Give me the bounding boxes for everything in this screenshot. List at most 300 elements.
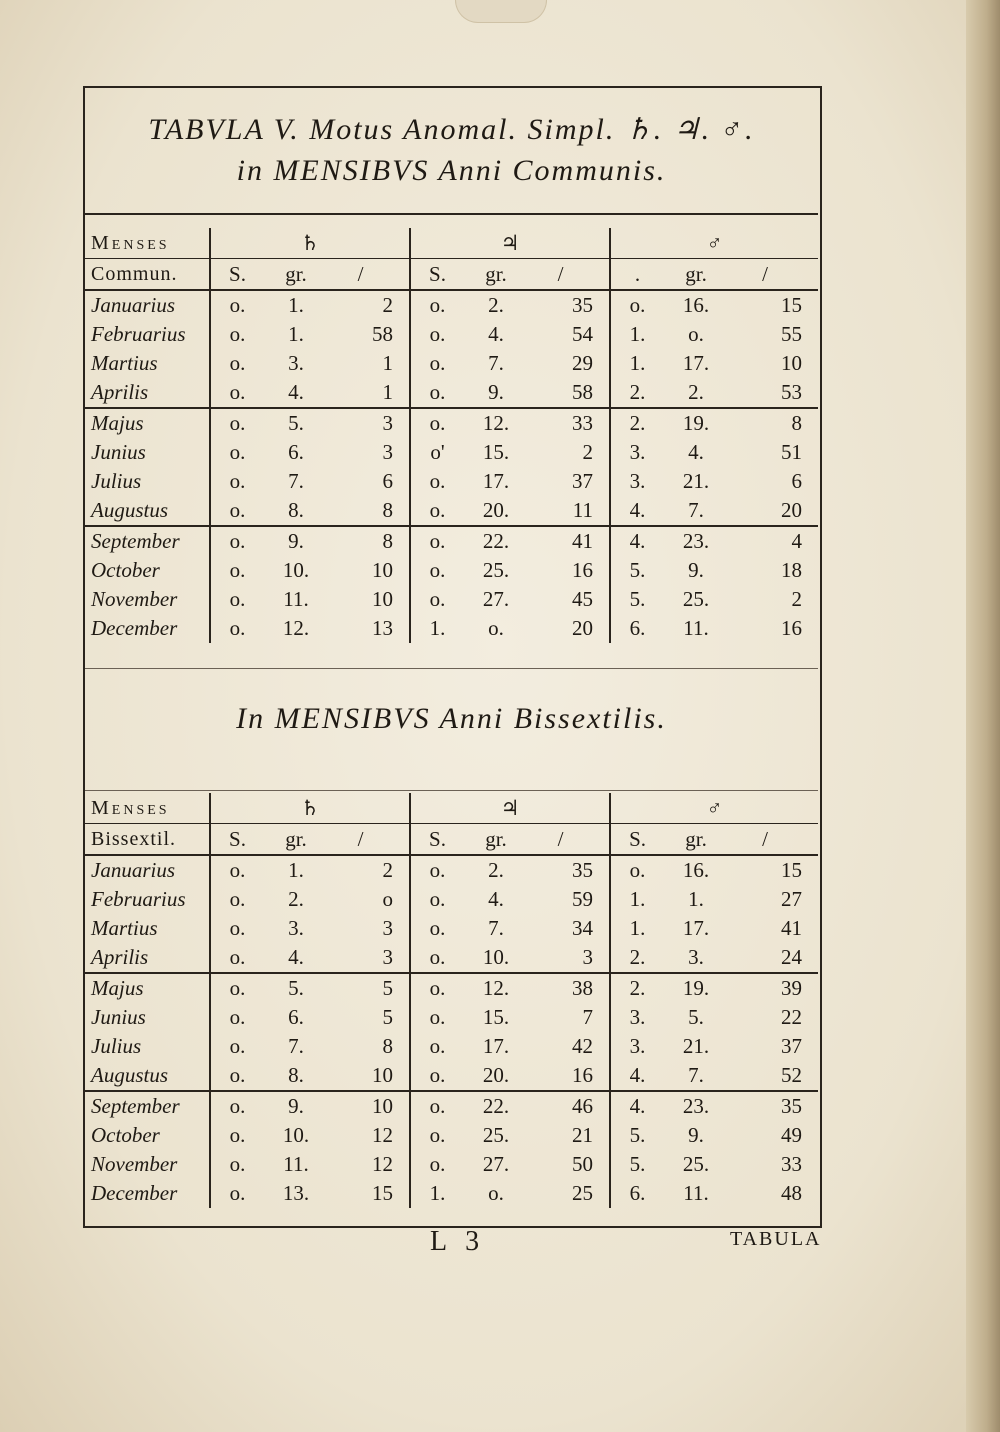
minuta-value: 12 [328,1121,410,1150]
gradus-value: 11. [683,1181,709,1205]
gradus-value: 6. [288,1005,304,1029]
signa-value: o. [410,973,464,1003]
unit-header: / [528,259,610,291]
minuta-value: 29 [528,349,610,378]
minuta-value: o [328,885,410,914]
minuta-value: 12 [328,1150,410,1179]
month-name: Augustus [85,1061,210,1091]
gradus-value: 9. [264,1091,328,1121]
minuta-value: 8 [328,1032,410,1061]
signa-value: o. [229,1152,246,1176]
minuta-value: 49 [781,1123,803,1147]
signa-value: o. [429,1063,446,1087]
month-name: Aprilis [85,378,210,408]
signa-value: o. [429,587,446,611]
minuta-value: 25 [528,1179,610,1208]
minuta-value: 18 [781,558,803,582]
signa-value: 2. [629,380,646,404]
gradus-value: 8. [288,498,304,522]
signa-value: o. [629,293,646,317]
minuta-value: 8 [728,408,818,438]
minuta-value: 1 [328,349,410,378]
signa-value: 1. [429,1181,446,1205]
month-name: September [85,526,210,556]
table-anni-communis [85,228,818,643]
gradus-value: 7. [688,498,704,522]
signa-value: 2. [610,408,664,438]
minuta-value: 58 [528,378,610,408]
minuta-value: 10 [781,351,803,375]
signa-value: 1. [629,351,646,375]
gradus-value: 22. [464,1091,528,1121]
gradus-value: 11. [683,616,709,640]
minuta-value: 33 [528,408,610,438]
minuta-value: 13 [328,614,410,643]
gradus-value: 9. [688,558,704,582]
table-row [85,855,818,885]
gradus-value: 5. [264,973,328,1003]
gradus-value: 7. [488,351,504,375]
signa-value: 4. [610,1091,664,1121]
signa-value: o. [229,469,246,493]
table-row [85,467,818,496]
minuta-value: 4 [728,526,818,556]
gradus-value: 19. [664,408,728,438]
gradus-value: 1. [288,322,304,346]
signa-value: o. [410,526,464,556]
month-name: Martius [85,349,210,378]
table-row [85,943,818,973]
unit-header: S. [410,259,464,291]
month-name: Junius [85,1003,210,1032]
month-name: September [85,1091,210,1121]
gradus-value: 4. [688,440,704,464]
gradus-value: 4. [488,322,504,346]
signa-value: o. [229,1034,246,1058]
gradus-value: 2. [488,293,504,317]
minuta-value: 3 [328,408,410,438]
table-row [85,614,818,643]
unit-header: gr. [464,259,528,291]
gradus-value: 3. [688,945,704,969]
table-row [85,585,818,614]
gradus-value: 23. [664,526,728,556]
minuta-value: 10 [328,585,410,614]
minuta-value: 7 [528,1003,610,1032]
signa-value: o. [229,587,246,611]
minuta-value: 45 [528,585,610,614]
planet-symbol: ♂ [610,793,818,824]
signa-value: 4. [610,526,664,556]
gradus-value: 7. [488,916,504,940]
minuta-value: 35 [528,855,610,885]
table-title: TABVLA V. Motus Anomal. Simpl. ♄. ♃. ♂. [148,113,755,146]
minuta-value: 16 [528,556,610,585]
gradus-value: 20. [482,1063,510,1087]
section-divider [85,790,818,791]
table-row [85,556,818,585]
minuta-value: 10 [328,556,410,585]
minuta-value: 48 [781,1181,803,1205]
signa-value: 1. [629,887,646,911]
minuta-value: 3 [528,943,610,973]
minuta-value: 2 [528,438,610,467]
minuta-value: 58 [328,320,410,349]
header-row-units [85,824,818,856]
gradus-value: 5. [264,408,328,438]
minuta-value: 8 [328,496,410,526]
signa-value: 2. [610,973,664,1003]
minuta-value: 22 [781,1005,803,1029]
signa-value: 3. [629,1034,646,1058]
gradus-value: 25. [682,1152,710,1176]
signa-value: 3. [629,469,646,493]
minuta-value: 16 [528,1061,610,1091]
unit-header: gr. [264,824,328,856]
gradus-value: 10. [282,1123,310,1147]
signa-value: o. [210,408,264,438]
minuta-value: 3 [328,438,410,467]
minuta-value: 35 [728,1091,818,1121]
minuta-value: 46 [528,1091,610,1121]
month-name: Junius [85,438,210,467]
signa-value: o. [429,1034,446,1058]
minuta-value: 55 [781,322,803,346]
unit-header: gr. [664,259,728,291]
gradus-value: 27. [482,587,510,611]
month-name: Majus [85,408,210,438]
minuta-value: 20 [781,498,803,522]
gradus-value: 4. [288,380,304,404]
signa-value: o. [210,526,264,556]
header-label-menses: Menses [85,793,210,824]
gradus-value: 27. [482,1152,510,1176]
signa-value: o. [229,293,246,317]
table-row [85,885,818,914]
gradus-value: 25. [682,587,710,611]
gradus-value: 6. [288,440,304,464]
gradus-value: 9. [688,1123,704,1147]
table-row [85,496,818,526]
minuta-value: 33 [781,1152,803,1176]
header-row-planets [85,228,818,259]
signa-value: o' [430,440,445,464]
minuta-value: 10 [328,1091,410,1121]
minuta-value: 42 [528,1032,610,1061]
gradus-value: 16. [682,293,710,317]
minuta-value: 16 [781,616,803,640]
table-row [85,1091,818,1121]
unit-header: gr. [264,259,328,291]
signa-value: 1. [429,616,446,640]
signa-value: o. [229,440,246,464]
month-name: Majus [85,973,210,1003]
planet-symbol: ♂ [610,228,818,259]
minuta-value: 35 [528,290,610,320]
signa-value: o. [429,498,446,522]
signa-value: o. [229,1005,246,1029]
signa-value: 3. [629,440,646,464]
table-row [85,438,818,467]
signa-value: 1. [629,916,646,940]
signa-value: o. [229,1063,246,1087]
header-row-units [85,259,818,291]
signa-value: o. [429,322,446,346]
table-row [85,1003,818,1032]
minuta-value: 53 [781,380,803,404]
table-row [85,1032,818,1061]
gradus-value: 12. [464,973,528,1003]
table-anni-bissextilis [85,793,818,1208]
unit-header: S. [210,259,264,291]
gradus-value: 5. [688,1005,704,1029]
gradus-value: 25. [482,558,510,582]
signa-value: o. [429,858,446,882]
table-row [85,290,818,320]
signa-value: 2. [629,945,646,969]
signa-value: 4. [629,1063,646,1087]
unit-header: / [728,824,818,856]
signa-value: 3. [629,1005,646,1029]
month-name: Julius [85,1032,210,1061]
gradus-value: o. [488,1181,504,1205]
signa-value: 1. [629,322,646,346]
gradus-value: 7. [288,1034,304,1058]
signa-value: 6. [629,1181,646,1205]
gradus-value: 2. [688,380,704,404]
gradus-value: 17. [482,469,510,493]
table-row [85,526,818,556]
planet-symbol: ♃ [410,793,610,824]
table-row [85,378,818,408]
unit-header: . [610,259,664,291]
minuta-value: 24 [781,945,803,969]
planet-symbol: ♄ [210,228,410,259]
minuta-value: 11 [528,496,610,526]
signa-value: o. [229,858,246,882]
gradus-value: 17. [682,351,710,375]
minuta-value: 38 [528,973,610,1003]
minuta-value: 2 [328,290,410,320]
month-name: November [85,1150,210,1179]
signa-value: o. [229,887,246,911]
month-name: Januarius [85,855,210,885]
minuta-value: 21 [528,1121,610,1150]
minuta-value: 15 [781,293,803,317]
minuta-value: 52 [781,1063,803,1087]
month-name: Februarius [85,320,210,349]
table-row [85,1179,818,1208]
signa-value: o. [429,558,446,582]
gradus-value: 21. [682,469,710,493]
section-subtitle: In MENSIBVS Anni Bissextilis. [236,702,667,735]
month-name: November [85,585,210,614]
minuta-value: 8 [328,526,410,556]
signa-value: o. [229,1181,246,1205]
unit-header: S. [210,824,264,856]
minuta-value: 10 [328,1061,410,1091]
minuta-value: 54 [528,320,610,349]
minuta-value: 5 [328,1003,410,1032]
signa-value: o. [429,1123,446,1147]
minuta-value: 3 [328,914,410,943]
minuta-value: 37 [781,1034,803,1058]
signa-value: o. [229,380,246,404]
gradus-value: 9. [264,526,328,556]
month-name: December [85,1179,210,1208]
gradus-value: 1. [288,858,304,882]
table-row [85,1061,818,1091]
page-binding-edge [966,0,1000,1432]
minuta-value: 51 [781,440,803,464]
gradus-value: 23. [664,1091,728,1121]
gradus-value: 1. [288,293,304,317]
month-name: Januarius [85,290,210,320]
gradus-value: o. [688,322,704,346]
gradus-value: 2. [488,858,504,882]
unit-header: / [728,259,818,291]
minuta-value: 3 [328,943,410,973]
gradus-value: 7. [288,469,304,493]
minuta-value: 2 [328,855,410,885]
gradus-value: 20. [482,498,510,522]
gradus-value: 21. [682,1034,710,1058]
month-name: December [85,614,210,643]
minuta-value: 5 [328,973,410,1003]
signa-value: 6. [629,616,646,640]
page-tab-notch [455,0,547,23]
gradus-value: 12. [282,616,310,640]
unit-header: / [328,824,410,856]
gradus-value: 1. [688,887,704,911]
gradus-value: 10. [482,945,510,969]
signa-value: o. [229,322,246,346]
minuta-value: 20 [528,614,610,643]
signa-value: o. [429,1152,446,1176]
table-row [85,1121,818,1150]
signa-value: o. [429,945,446,969]
minuta-value: 41 [528,526,610,556]
gradus-value: 25. [482,1123,510,1147]
month-name: Augustus [85,496,210,526]
unit-header: S. [410,824,464,856]
minuta-value: 59 [528,885,610,914]
signa-value: o. [210,973,264,1003]
signa-value: 5. [629,587,646,611]
month-name: Aprilis [85,943,210,973]
minuta-value: 6 [791,469,803,493]
minuta-value: 6 [328,467,410,496]
signa-value: o. [229,351,246,375]
planet-symbol: ♃ [410,228,610,259]
minuta-value: 34 [528,914,610,943]
minuta-value: 39 [728,973,818,1003]
gradus-value: 19. [664,973,728,1003]
signa-value: o. [229,945,246,969]
gradus-value: 16. [682,858,710,882]
table-row [85,408,818,438]
planet-symbol: ♄ [210,793,410,824]
signa-value: 5. [629,558,646,582]
signa-value: o. [429,293,446,317]
gradus-value: 10. [282,558,310,582]
gradus-value: 11. [283,587,309,611]
table-row [85,1150,818,1179]
unit-header: / [328,259,410,291]
signa-value: o. [410,1091,464,1121]
signa-value: o. [229,616,246,640]
gradus-value: 13. [282,1181,310,1205]
unit-header: gr. [464,824,528,856]
minuta-value: 50 [528,1150,610,1179]
month-name: October [85,1121,210,1150]
minuta-value: 41 [781,916,803,940]
gradus-value: 3. [288,916,304,940]
signa-value: o. [429,380,446,404]
gradus-value: 17. [682,916,710,940]
catchword: TABULA [730,1228,822,1250]
header-row-planets [85,793,818,824]
month-name: Martius [85,914,210,943]
header-label-year-type: Bissextil. [85,824,210,856]
unit-header: S. [610,824,664,856]
unit-header: / [528,824,610,856]
gradus-value: 4. [488,887,504,911]
minuta-value: 2 [791,587,803,611]
table-header [85,88,818,215]
month-name: Februarius [85,885,210,914]
minuta-value: 15 [328,1179,410,1208]
minuta-value: 27 [781,887,803,911]
table-row [85,349,818,378]
signa-value: 5. [629,1123,646,1147]
gradus-value: 9. [488,380,504,404]
signa-value: o. [229,558,246,582]
section-divider [85,668,818,669]
table-row [85,973,818,1003]
signa-value: o. [410,408,464,438]
gradus-value: 4. [288,945,304,969]
gradus-value: 15. [482,440,510,464]
gradus-value: 2. [288,887,304,911]
signa-value: 4. [629,498,646,522]
month-name: Julius [85,467,210,496]
gradus-value: 8. [288,1063,304,1087]
table-row [85,320,818,349]
unit-header: gr. [664,824,728,856]
month-name: October [85,556,210,585]
signa-value: o. [429,351,446,375]
minuta-value: 37 [528,467,610,496]
signa-value: o. [429,1005,446,1029]
header-label-year-type: Commun. [85,259,210,291]
signature-mark: L 3 [430,1226,486,1257]
gradus-value: 17. [482,1034,510,1058]
gradus-value: 22. [464,526,528,556]
signa-value: o. [210,1091,264,1121]
signa-value: o. [229,916,246,940]
gradus-value: 7. [688,1063,704,1087]
signa-value: o. [429,469,446,493]
signa-value: o. [229,498,246,522]
signa-value: o. [429,887,446,911]
table-row [85,914,818,943]
gradus-value: 12. [464,408,528,438]
minuta-value: 15 [781,858,803,882]
gradus-value: 15. [482,1005,510,1029]
gradus-value: o. [488,616,504,640]
table-title-line2: in MENSIBVS Anni Communis. [236,154,667,187]
